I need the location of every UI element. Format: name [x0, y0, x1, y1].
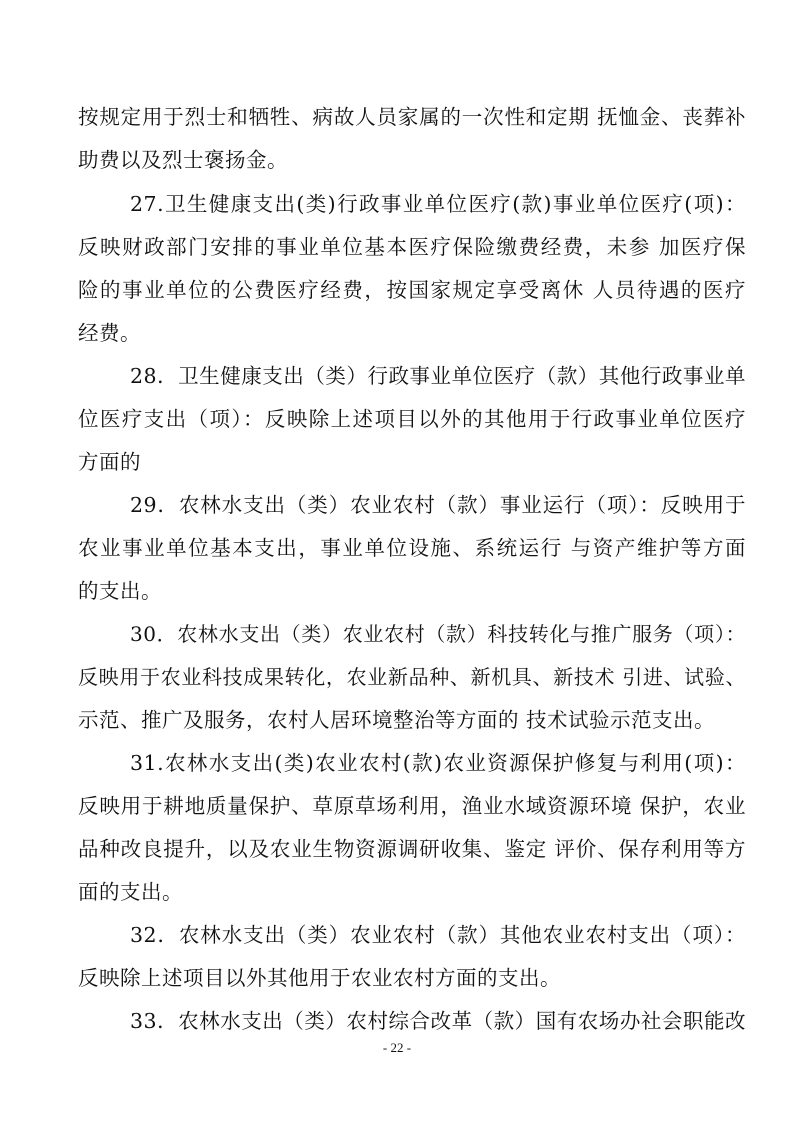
- text-line: 经费。: [78, 321, 141, 345]
- text-line: 的支出。: [78, 579, 162, 603]
- paragraph-heading-32: 32．农林水支出（类）农业农村（款）其他农业农村支出（项）：: [130, 923, 746, 947]
- page-number: - 22 -: [382, 1040, 412, 1055]
- text-line: 反映财政部门安排的事业单位基本医疗保险缴费经费，未参 加医疗保: [78, 235, 746, 259]
- text-line: 位医疗支出（项）：反映除上述项目以外的其他用于行政事业单位医疗: [78, 407, 746, 431]
- text-line: 按规定用于烈士和牺牲、病故人员家属的一次性和定期 抚恤金、丧葬补: [78, 105, 746, 129]
- text-line: 面的支出。: [78, 880, 183, 904]
- text-line: 示范、推广及服务，农村人居环境整治等方面的 技术试验示范支出。: [78, 708, 716, 732]
- paragraph-heading-27: 27.卫生健康支出(类)行政事业单位医疗(款)事业单位医疗(项)：: [130, 192, 746, 216]
- paragraph-heading-31: 31.农林水支出(类)农业农村(款)农业资源保护修复与利用(项)：: [130, 751, 746, 775]
- text-line: 品种改良提升，以及农业生物资源调研收集、鉴定 评价、保存利用等方: [78, 837, 746, 861]
- text-line: 助费以及烈士褒扬金。: [78, 148, 288, 172]
- text-line: 险的事业单位的公费医疗经费，按国家规定享受离休 人员待遇的医疗: [78, 278, 746, 302]
- paragraph-heading-30: 30．农林水支出（类）农业农村（款）科技转化与推广服务（项）：: [130, 622, 746, 646]
- text-line: 反映用于农业科技成果转化，农业新品种、新机具、新技术 引进、试验、: [78, 665, 746, 689]
- text-line: 方面的: [78, 450, 141, 474]
- paragraph-heading-28: 28．卫生健康支出（类）行政事业单位医疗（款）其他行政事业单: [130, 364, 746, 388]
- paragraph-heading-33: 33．农林水支出（类）农村综合改革（款）国有农场办社会职能改: [130, 1009, 746, 1033]
- text-line: 反映用于耕地质量保护、草原草场利用，渔业水域资源环境 保护，农业: [78, 794, 746, 818]
- text-line: 农业事业单位基本支出，事业单位设施、系统运行 与资产维护等方面: [78, 536, 746, 560]
- paragraph-heading-29: 29．农林水支出（类）农业农村（款）事业运行（项）：反映用于: [130, 493, 746, 517]
- text-line: 反映除上述项目以外其他用于农业农村方面的支出。: [78, 966, 561, 990]
